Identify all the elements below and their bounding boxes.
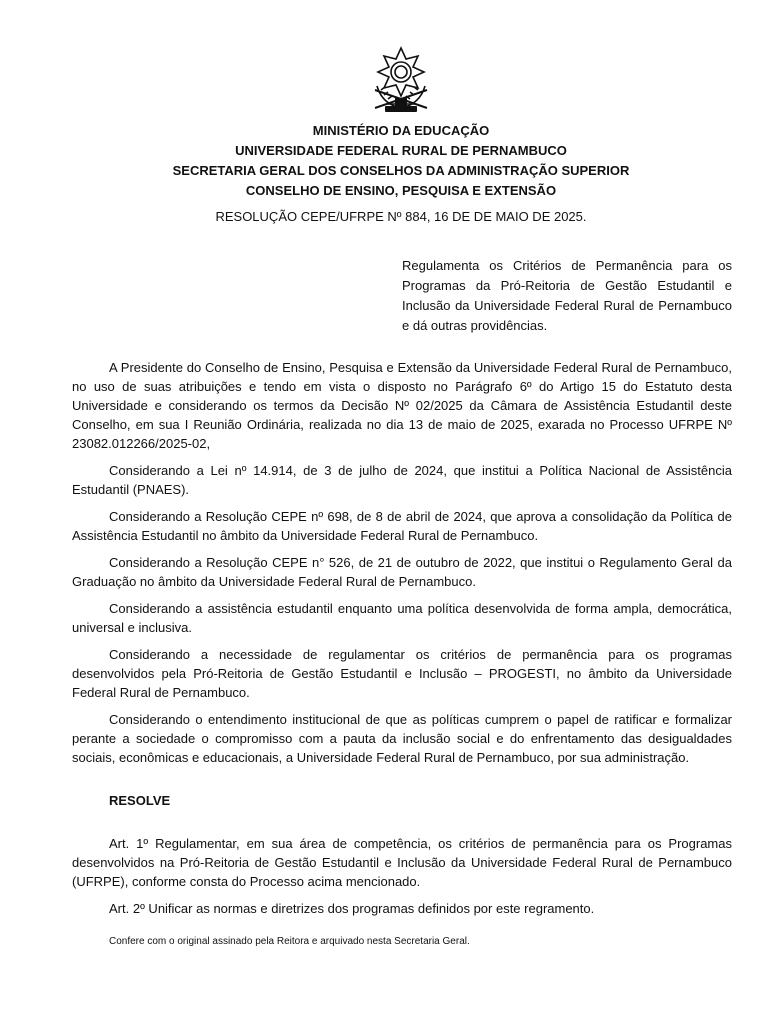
header-council: CONSELHO DE ENSINO, PESQUISA E EXTENSÃO <box>245 183 557 198</box>
article-1: Art. 1º Regulamentar, em sua área de competência, os critérios de permanência para os Programas desenvolvidos na Pró-Reitoria de Gestão Estudantil e Inclusão da Universidade Federal Rural de Pernambuco (UFRPE), conforme consta do Processo acima mencionado. <box>72 836 732 889</box>
header-secretariat: SECRETARIA GERAL DOS CONSELHOS DA ADMINISTRAÇÃO SUPERIOR <box>172 163 630 178</box>
preamble-paragraph: A Presidente do Conselho de Ensino, Pesquisa e Extensão da Universidade Federal Rural de Pernambuco, no uso de suas atribuições e tendo em vista o disposto no Parágrafo 6º do Artigo 15 do Estatuto desta Universidade e considerando os termos da Decisão Nº 02/2025 da Câmara de Assistência Estudantil deste Conselho, em sua I Reunião Ordinária, realizada no dia 13 de maio de 2025, exarada no Processo UFRPE Nº 23082.012266/2025-02, <box>72 360 732 451</box>
brazil-coat-of-arms-icon <box>369 46 433 114</box>
considerando-paragraph: Considerando a necessidade de regulamentar os critérios de permanência para os programas desenvolvidos pela Pró-Reitoria de Gestão Estudantil e Inclusão – PROGESTI, no âmbito da Universidade Federal Rural de Pernambuco. <box>72 647 732 700</box>
considerando-paragraph: Considerando a Resolução CEPE n° 526, de 21 de outubro de 2022, que institui o Regulamento Geral da Graduação no âmbito da Universidade Federal Rural de Pernambuco. <box>72 555 732 589</box>
resolve-heading: RESOLVE <box>109 793 171 808</box>
articles <box>72 834 732 926</box>
header-university: UNIVERSIDADE FEDERAL RURAL DE PERNAMBUCO <box>235 143 567 158</box>
footer-note: Confere com o original assinado pela Reitora e arquivado nesta Secretaria Geral. <box>109 936 470 947</box>
document-header <box>0 121 768 201</box>
considerando-paragraph: Considerando o entendimento institucional de que as políticas cumprem o papel de ratificar e formalizar perante a sociedade o compromisso com a pauta da inclusão social e do enfrentamento das desigualdades sociais, econômicas e educacionais, a Universidade Federal Rural de Pernambuco, por sua administração. <box>72 712 732 765</box>
considerando-paragraph: Considerando a Resolução CEPE nº 698, de 8 de abril de 2024, que aprova a consolidação da Política de Assistência Estudantil no âmbito da Universidade Federal Rural de Pernambuco. <box>72 509 732 543</box>
article-2: Art. 2º Unificar as normas e diretrizes dos programas definidos por este regramento. <box>109 901 595 916</box>
resolution-title: RESOLUÇÃO CEPE/UFRPE Nº 884, 16 DE DE MAIO DE 2025. <box>215 209 587 224</box>
ementa: Regulamenta os Critérios de Permanência para os Programas da Pró-Reitoria de Gestão Estudantil e Inclusão da Universidade Federal Rural de Pernambuco e dá outras providências. <box>402 258 732 333</box>
considerando-paragraph: Considerando a assistência estudantil enquanto uma política desenvolvida de forma ampla, democrática, universal e inclusiva. <box>72 601 732 635</box>
considerando-paragraph: Considerando a Lei nº 14.914, de 3 de julho de 2024, que institui a Política Nacional de Assistência Estudantil (PNAES). <box>72 463 732 497</box>
preamble <box>72 358 732 775</box>
header-ministry: MINISTÉRIO DA EDUCAÇÃO <box>312 123 490 138</box>
